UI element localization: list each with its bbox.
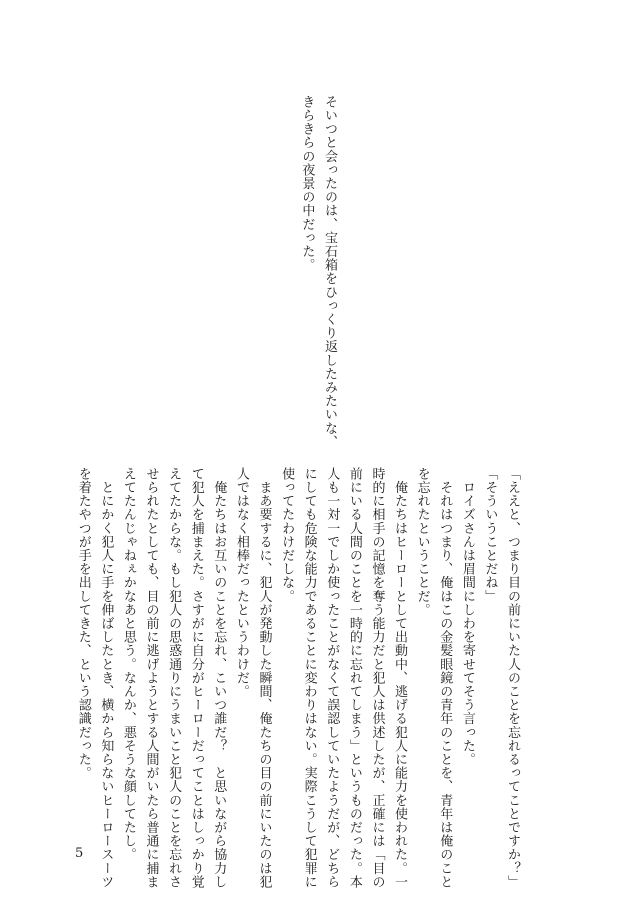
body-line: て犯人を捕まえた。さすがに自分がヒーローだってことはしっかり覚 [188,467,204,889]
body-line: ロイズさんは眉間にしわを寄せてそう言った。 [459,467,475,767]
body-line: を着たやつが手を出してきた、という認識だった。 [75,467,91,780]
body-line: 俺たちはお互いのことを忘れ、こいつ誰だ？ と思いながら協力し [211,467,227,889]
body-line: とにかく犯人に手を伸ばしたとき、横から知らないヒーロースーツ [98,467,114,889]
body-line: 前にいる人間のことを一時的に忘れてしまう」というものだった。本 [346,467,362,889]
body-line: 俺たちはヒーローとして出動中、逃げる犯人に能力を使われた。一 [392,467,408,889]
body-line: 「ええと、つまり目の前にいた人のことを忘れるってことですか？」 [505,467,520,889]
body-line: えてたんじゃねぇかなあと思う。なんか、悪そうな顔してたし。 [120,467,136,862]
body-line: 「そういうことだね」 [482,467,498,603]
body-text [71,467,523,889]
body-line: それはつまり、俺はこの金髪眼鏡の青年のことを、青年は俺のこと [437,467,453,889]
body-line: を忘れたということだ。 [414,467,430,617]
body-line: にしても危険な能力であることに変わりはない。実際こうして犯罪に [301,467,317,889]
body-line: 人ではなく相棒だったというわけだ。 [233,467,249,699]
epigraph [295,95,340,449]
body-line: 使ってたわけだしな。 [279,467,295,603]
page-number: 5 [75,846,84,861]
body-line: まあ要するに、犯人が発動した瞬間、俺たちの目の前にいたのは犯 [256,467,272,889]
body-line: えてたからな。もし犯人の思惑通りにうまいこと犯人のことを忘れさ [166,467,182,889]
epigraph-line: きらきらの夜景の中だった。 [299,95,315,272]
body-line: 人も一対一でしか使ったことがなくて誤認していたようだが、どちら [324,467,340,889]
body-line: 時的に相手の記憶を奪う能力だと犯人は供述したが、正確には「目の [369,467,385,889]
body-line: せられたとしても、目の前に逃げようとする人間がいたら普通に捕ま [143,467,159,889]
epigraph-line: そいつと会ったのは、宝石箱をひっくり返したみたいな、 [322,95,337,449]
